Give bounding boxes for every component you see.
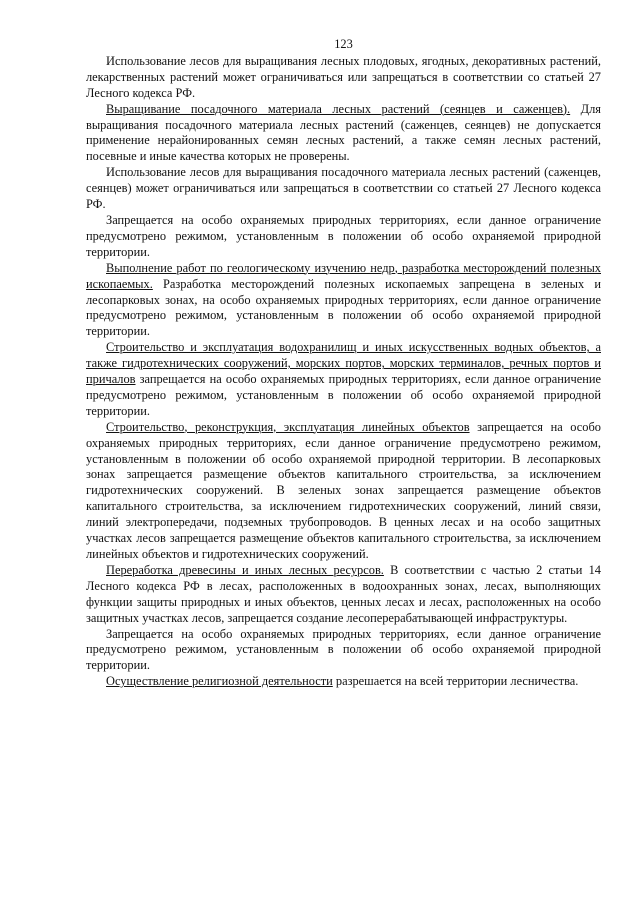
paragraph-8-text: В соответствии с частью 2 статьи 14 Лесного кодекса РФ в лесах, расположенных в водоохранных зонах, лесах, выполняющих функции защиты природных и иных объектов, ценных лесах и лесах, расположенных на особо защитных участках лесов, запрещается создание лесоперерабатывающей инфраструктуры.	[86, 562, 601, 625]
paragraph-2-text: Для выращивания посадочного материала лесных растений (саженцев, сеянцев) не допускается применение нерайонированных семян лесных растений, а также семян лесных растений, посевные и иные качества которых не проверены.	[86, 101, 601, 164]
paragraph-5	[86, 261, 601, 341]
paragraph-8-heading: Переработка древесины и иных лесных ресурсов.	[106, 562, 384, 577]
paragraph-3-text: Использование лесов для выращивания посадочного материала лесных растений (саженцев, сеянцев) может ограничиваться или запрещаться в соответствии со статьей 27 Лесного кодекса РФ.	[86, 165, 601, 212]
paragraph-2	[86, 102, 601, 166]
paragraph-5-text: Разработка месторождений полезных ископаемых запрещена в зеленых и лесопарковых зонах, на особо охраняемых природных территориях, если данное ограничение предусмотрено режимом, установленным в положении об особо охраняемой природной территории.	[86, 276, 601, 339]
paragraph-3	[86, 165, 601, 213]
paragraph-1	[86, 54, 601, 102]
paragraph-7	[86, 420, 601, 563]
paragraph-7-heading: Строительство, реконструкция, эксплуатация линейных объектов	[106, 419, 470, 434]
paragraph-4-text: Запрещается на особо охраняемых природных территориях, если данное ограничение предусмотрено режимом, установленным в положении об особо охраняемой природной территории.	[86, 212, 601, 259]
paragraph-6-heading: Строительство и эксплуатация водохранилищ и иных искусственных водных объектов, а также гидротехнических сооружений, морских портов, морских терминалов, речных портов и причалов	[86, 340, 601, 387]
paragraph-10-text: разрешается на всей территории лесничества.	[332, 674, 579, 689]
paragraph-6	[86, 340, 601, 420]
paragraph-10-heading: Осуществление религиозной деятельности	[106, 674, 333, 689]
page-number: 123	[334, 37, 353, 51]
paragraph-4	[86, 213, 601, 261]
paragraph-10	[86, 674, 601, 690]
paragraph-2-heading: Выращивание посадочного материала лесных растений (сеянцев и саженцев).	[106, 101, 571, 116]
paragraph-8	[86, 563, 601, 627]
paragraph-1-text: Использование лесов для выращивания лесных плодовых, ягодных, декоративных растений, лекарственных растений может ограничиваться или запрещаться в соответствии со статьей 27 Лесного кодекса РФ.	[86, 53, 601, 100]
document-page	[86, 37, 601, 690]
paragraph-5-heading: Выполнение работ по геологическому изучению недр, разработка месторождений полезных ископаемых.	[86, 260, 601, 291]
paragraph-9	[86, 627, 601, 675]
paragraph-9-text: Запрещается на особо охраняемых природных территориях, если данное ограничение предусмотрено режимом, установленным в положении об особо охраняемой природной территории.	[86, 626, 601, 673]
paragraph-6-text: запрещается на особо охраняемых природных территориях, если данное ограничение предусмотрено режимом, установленным в положении об особо охраняемой природной территории.	[86, 372, 601, 418]
paragraph-7-text: запрещается на особо охраняемых природных территориях, если данное ограничение предусмотрено режимом, установленным в положении об особо охраняемой природной территории. В лесопарковых зонах запрещается размещение объектов капитального строительства, за исключением гидротехнических сооружений. В зеленых зонах запрещается размещение объектов капитального строительства, за исключением гидротехнических сооружений, линий связи, линий электропередачи, подземных трубопроводов. В ценных лесах и на особо защитных участках лесов запрещается размещение объектов капитального строительства, за исключением линейных объектов и гидротехнических сооружений.	[86, 419, 601, 561]
